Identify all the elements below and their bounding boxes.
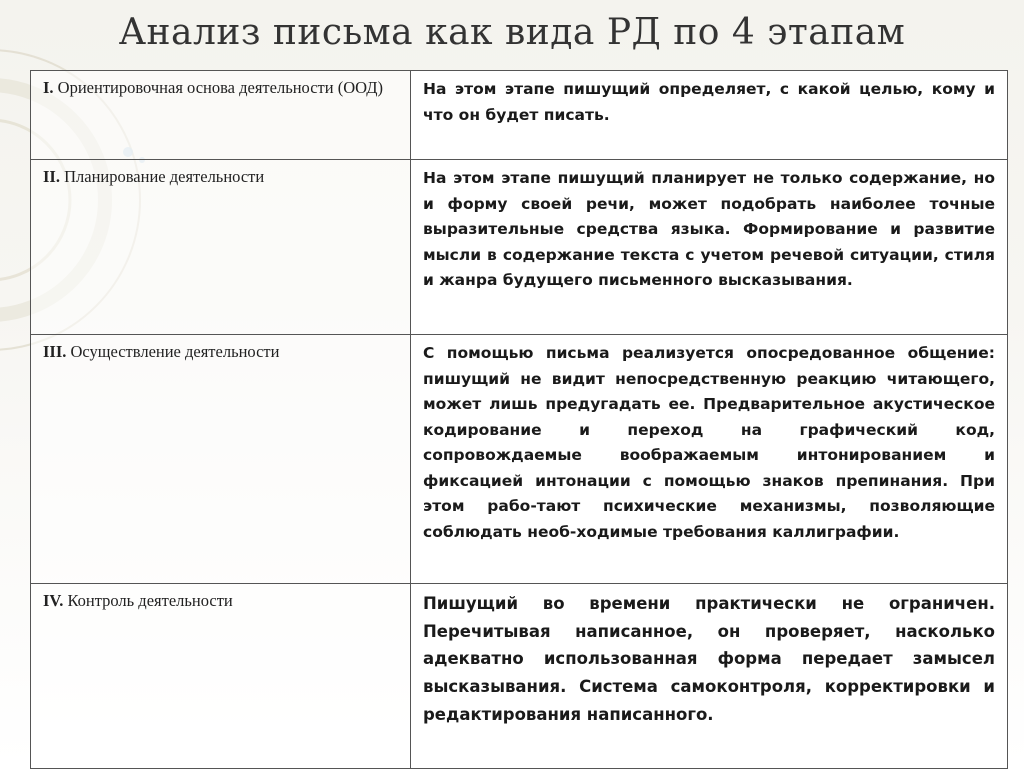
stage-number: III. [43, 342, 67, 361]
stage-description: Пишущий во времени практически не ограничен. Перечитывая написанное, он проверяет, насколько адекватно использованная форма передает замысел высказывания. Система самоконтроля, корректировки и редактирования написанного. [411, 584, 1008, 769]
page-title: Анализ письма как вида РД по 4 этапам [118, 12, 906, 53]
table-row [31, 335, 1008, 584]
stage-number: II. [43, 167, 60, 186]
stage-name: Контроль деятельности [67, 591, 233, 610]
stage-description: На этом этапе пишущий определяет, с какой целью, кому и что он будет писать. [411, 71, 1008, 160]
stage-description: С помощью письма реализуется опосредованное общение: пишущий не видит непосредственную реакцию читающего, может лишь предугадать ее. Предварительное акустическое кодирование и переход на графический код, сопровождаемые воображаемым интонированием и фиксацией интонации с помощью знаков препинания. При этом рабо-тают психические механизмы, позволяющие соблюдать необ-ходимые требования каллиграфии. [411, 335, 1008, 584]
table-row [31, 584, 1008, 769]
table-row [31, 160, 1008, 335]
stage-name-cell [31, 335, 411, 584]
stage-name-cell [31, 584, 411, 769]
stage-description: На этом этапе пишущий планирует не только содержание, но и форму своей речи, может подобрать наиболее точные выразительные средства языка. Формирование и развитие мысли в содержание текста с учетом речевой ситуации, стиля и жанра будущего письменного высказывания. [411, 160, 1008, 335]
table-row [31, 71, 1008, 160]
stage-name: Осуществление деятельности [70, 342, 280, 361]
stages-table [30, 70, 1008, 769]
stage-name: Ориентировочная основа деятельности (ООД) [57, 78, 383, 97]
stage-name-cell [31, 71, 411, 160]
stage-name: Планирование деятельности [64, 167, 265, 186]
stage-number: I. [43, 78, 54, 97]
stage-name-cell [31, 160, 411, 335]
stage-number: IV. [43, 591, 64, 610]
